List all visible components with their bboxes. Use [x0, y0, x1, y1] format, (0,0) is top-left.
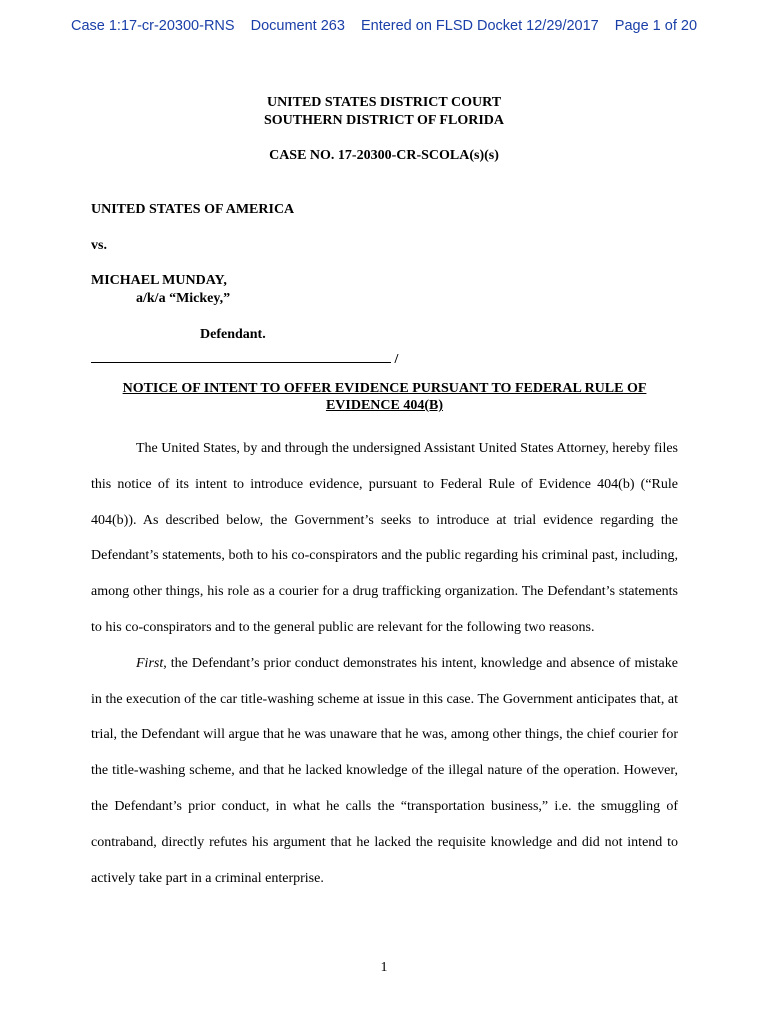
caption-rule	[91, 350, 398, 369]
defendant-alias: a/k/a “Mickey,”	[136, 291, 231, 306]
plaintiff: UNITED STATES OF AMERICA	[91, 202, 295, 217]
paragraph-2-text: , the Defendant’s prior conduct demonstrates his intent, knowledge and absence of mistake in the execution of the car title-washing scheme at issue in this case. The Government anticipates that, at trial, the Defendant will argue that he was unaware that he was, among other things, the chief courier for the title-washing scheme, and that he lacked knowledge of the illegal nature of the operation. However, the Defendant’s prior conduct, in what he calls the “transportation business,” i.e. the smuggling of contraband, directly refutes his argument that he lacked the requisite knowledge and did not intend to actively take part in a criminal enterprise.	[91, 655, 678, 886]
page-number: 1	[380, 960, 388, 975]
stamp-document: Document 263	[250, 18, 345, 34]
docket-stamp	[0, 18, 768, 34]
stamp-page: Page 1 of 20	[614, 18, 698, 34]
defendant-label: Defendant.	[200, 327, 266, 342]
paragraph-2-lead: First	[136, 655, 164, 671]
paragraph-2	[91, 646, 678, 897]
caption-slash: /	[394, 352, 399, 367]
title-line-2: EVIDENCE 404(B)	[325, 398, 444, 413]
defendant-name: MICHAEL MUNDAY,	[91, 273, 227, 288]
caption-underline	[91, 350, 391, 363]
court-name: UNITED STATES DISTRICT COURT	[266, 95, 502, 110]
body-text	[91, 431, 678, 896]
court-district: SOUTHERN DISTRICT OF FLORIDA	[264, 113, 504, 128]
versus: vs.	[91, 238, 107, 253]
paragraph-1: The United States, by and through the undersigned Assistant United States Attorney, hereby files this notice of its intent to introduce evidence, pursuant to Federal Rule of Evidence 404(b) (“Rule 404(b)). As described below, the Government’s seeks to introduce at trial evidence regarding the Defendant’s statements, both to his co-conspirators and the public regarding his criminal past, including, among other things, his role as a courier for a drug trafficking organization. The Defendant’s statements to his co-conspirators and to the general public are relevant for the following two reasons.	[91, 441, 678, 635]
title-line-1: NOTICE OF INTENT TO OFFER EVIDENCE PURSUANT TO FEDERAL RULE OF	[122, 381, 647, 396]
stamp-case: Case 1:17-cr-20300-RNS	[70, 18, 235, 34]
document-title	[91, 380, 678, 414]
case-number: CASE NO. 17-20300-CR-SCOLA(s)(s)	[269, 148, 499, 163]
stamp-entered: Entered on FLSD Docket 12/29/2017	[360, 18, 599, 34]
